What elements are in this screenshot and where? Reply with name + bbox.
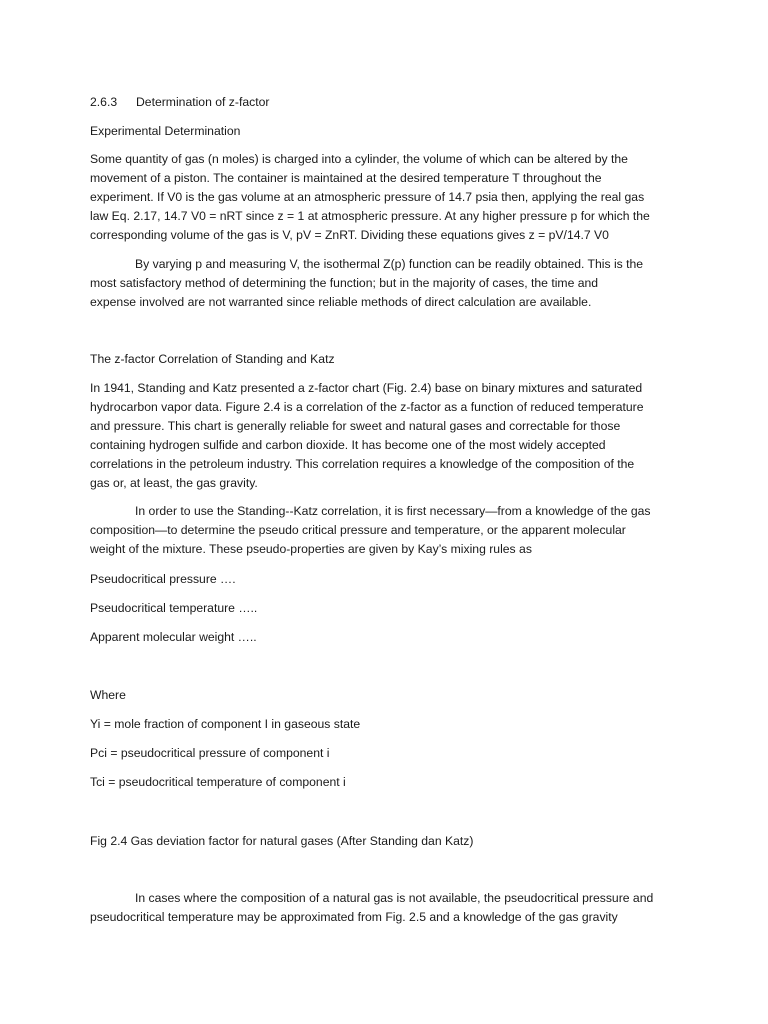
para2-line: most satisfactory method of determining the function; but in the majority of cases, the time and: [90, 276, 599, 290]
definition-yi: Yi = mole fraction of component I in gaseous state: [90, 717, 361, 731]
rule-apparent-molecular-weight: Apparent molecular weight …..: [90, 630, 257, 644]
figure-caption: Fig 2.4 Gas deviation factor for natural gases (After Standing dan Katz): [90, 834, 474, 848]
section-number: 2.6.3: [90, 95, 118, 109]
where-label: Where: [90, 688, 126, 702]
para3-line: In 1941, Standing and Katz presented a z-factor chart (Fig. 2.4) base on binary mixtures and saturated: [90, 381, 643, 395]
para3-line: and pressure. This chart is generally reliable for sweet and natural gases and correctable for those: [90, 419, 621, 433]
definition-tci: Tci = pseudocritical temperature of component i: [90, 775, 346, 789]
para3-line: containing hydrogen sulfide and carbon dioxide. It has become one of the most widely accepted: [90, 438, 606, 452]
rule-pseudocritical-pressure: Pseudocritical pressure ….: [90, 572, 236, 586]
para3-line: gas or, at least, the gas gravity.: [90, 476, 258, 490]
para5-line: In cases where the composition of a natural gas is not available, the pseudocritical pressure and: [135, 891, 654, 905]
para1-line: experiment. If V0 is the gas volume at an atmospheric pressure of 14.7 psia then, applying the real gas: [90, 190, 645, 204]
para1-line: corresponding volume of the gas is V, pV = ZnRT. Dividing these equations gives z = pV/14.7 V0: [90, 228, 609, 242]
rule-pseudocritical-temperature: Pseudocritical temperature …..: [90, 601, 258, 615]
para3-line: hydrocarbon vapor data. Figure 2.4 is a correlation of the z-factor as a function of reduced temperature: [90, 400, 644, 414]
para4-line: weight of the mixture. These pseudo-properties are given by Kay’s mixing rules as: [90, 542, 532, 556]
para4-line: In order to use the Standing--Katz correlation, it is first necessary—from a knowledge of the gas: [135, 504, 651, 518]
para4-line: composition—to determine the pseudo critical pressure and temperature, or the apparent molecular: [90, 523, 626, 537]
subheading-experimental: Experimental Determination: [90, 124, 241, 138]
definition-pci: Pci = pseudocritical pressure of component i: [90, 746, 330, 760]
para3-line: correlations in the petroleum industry. This correlation requires a knowledge of the composition of the: [90, 457, 635, 471]
section-heading: [90, 93, 269, 112]
para2-line: expense involved are not warranted since reliable methods of direct calculation are available.: [90, 295, 592, 309]
para1-line: Some quantity of gas (n moles) is charged into a cylinder, the volume of which can be altered by the: [90, 152, 628, 166]
para2-line: By varying p and measuring V, the isothermal Z(p) function can be readily obtained. This is the: [135, 257, 644, 271]
subheading-standing-katz: The z-factor Correlation of Standing and Katz: [90, 352, 335, 366]
para5-line: pseudocritical temperature may be approximated from Fig. 2.5 and a knowledge of the gas gravity: [90, 910, 618, 924]
para1-line: movement of a piston. The container is maintained at the desired temperature T throughout the: [90, 171, 602, 185]
section-title: Determination of z-factor: [136, 95, 270, 109]
para1-line: law Eq. 2.17, 14.7 V0 = nRT since z = 1 at atmospheric pressure. At any higher pressure p for which the: [90, 209, 650, 223]
